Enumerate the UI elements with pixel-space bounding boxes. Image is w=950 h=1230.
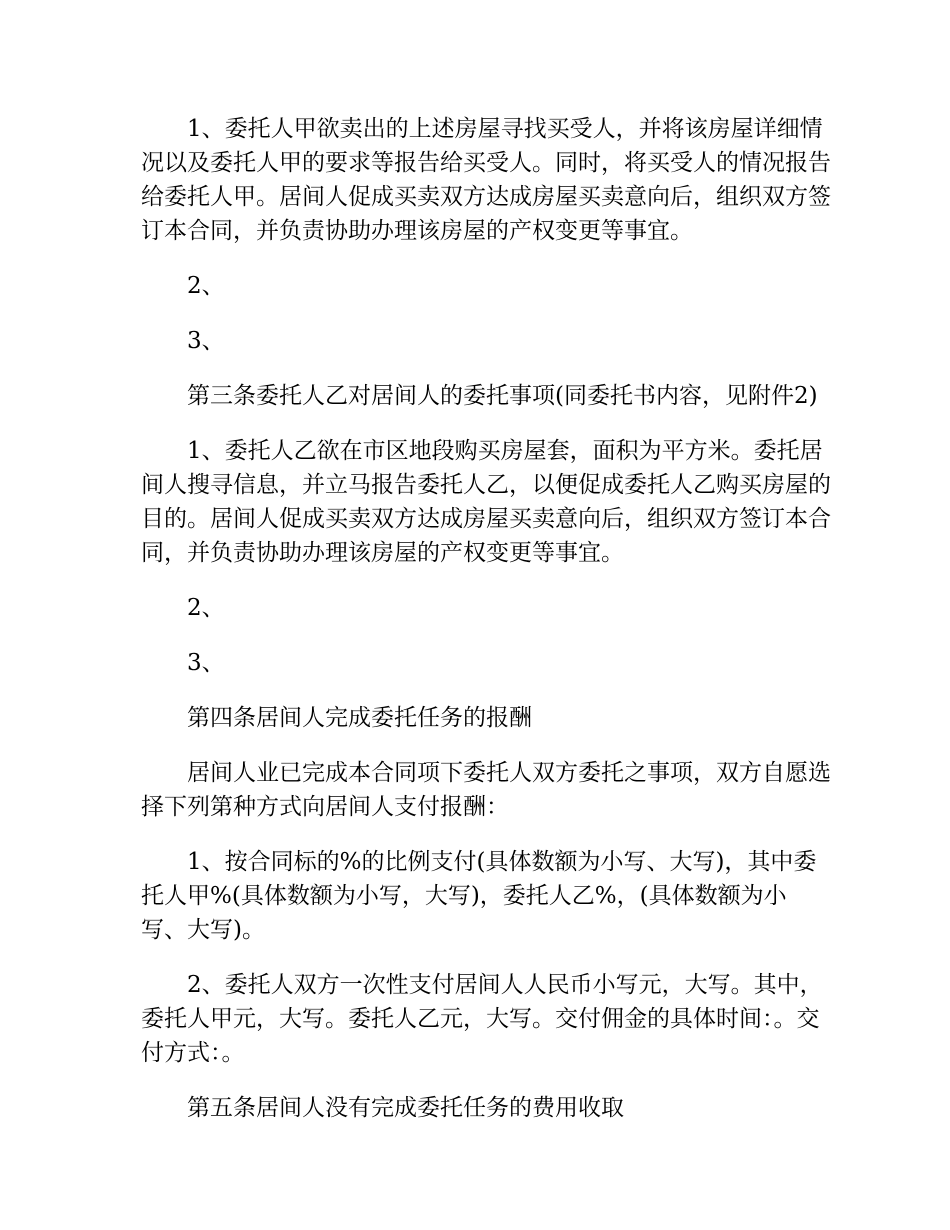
paragraph-seller-entrustment-item-1: 1、委托人甲欲卖出的上述房屋寻找买受人，并将该房屋详细情况以及委托人甲的要求等报告给买受人。同时，将买受人的情况报告给委托人甲。居间人促成买卖双方达成房屋买卖意向后，组织双方签订本合同，并负责协助办理该房屋的产权变更等事宜。 xyxy=(141,116,831,244)
paragraph-seller-entrustment-item-3: 3、 xyxy=(187,328,225,354)
paragraph-buyer-entrustment-item-3: 3、 xyxy=(187,650,225,676)
document-body xyxy=(141,112,831,1146)
paragraph-buyer-entrustment-item-2: 2、 xyxy=(187,595,225,621)
paragraph-remuneration-intro: 居间人业已完成本合同项下委托人双方委托之事项，双方自愿选择下列第种方式向居间人支付报酬： xyxy=(141,760,831,820)
article-4-heading: 第四条居间人完成委托任务的报酬 xyxy=(187,705,532,731)
paragraph-seller-entrustment-item-2: 2、 xyxy=(187,273,225,299)
article-5-heading: 第五条居间人没有完成委托任务的费用收取 xyxy=(187,1095,624,1121)
paragraph-buyer-entrustment-item-1: 1、委托人乙欲在市区地段购买房屋套，面积为平方米。委托居间人搜寻信息，并立马报告委托人乙，以便促成委托人乙购买房屋的目的。居间人促成买卖双方达成房屋买卖意向后，组织双方签订本合同，并负责协助办理该房屋的产权变更等事宜。 xyxy=(141,438,831,566)
paragraph-remuneration-option-2: 2、委托人双方一次性支付居间人人民币小写元，大写。其中，委托人甲元，大写。委托人乙元，大写。交付佣金的具体时间：。交付方式：。 xyxy=(141,972,823,1066)
article-3-heading: 第三条委托人乙对居间人的委托事项(同委托书内容，见附件2) xyxy=(187,383,818,409)
paragraph-remuneration-option-1: 1、按合同标的%的比例支付(具体数额为小写、大写)，其中委托人甲%(具体数额为小写，大写)，委托人乙%，(具体数额为小写、大写)。 xyxy=(141,849,817,943)
